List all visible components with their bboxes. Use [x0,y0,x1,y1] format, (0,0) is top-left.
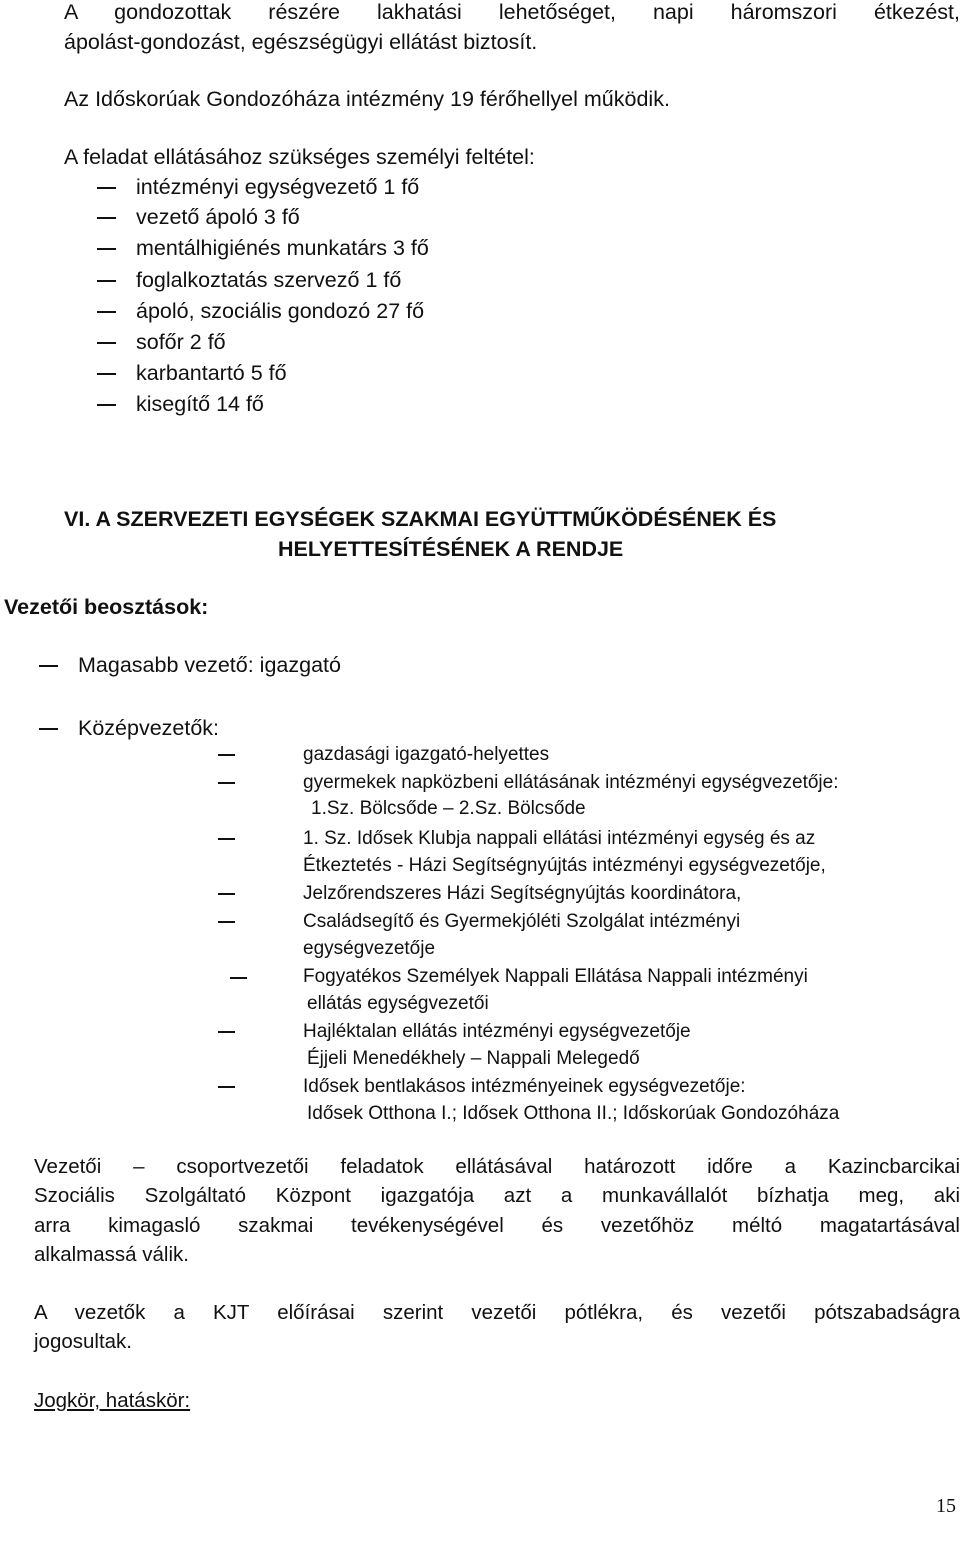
competence-heading: Jogkör, hatáskör: [34,1389,191,1412]
dash-bullet-icon [39,665,58,667]
dash-bullet-icon [218,921,235,923]
middle-leaders-heading: Középvezetők: [78,716,220,740]
dash-bullet-icon [97,404,116,406]
dash-bullet-icon [230,977,247,979]
dash-bullet-icon [97,373,116,375]
dash-bullet-icon [218,754,235,756]
leaders-heading: Vezetői beosztások: [4,595,209,619]
dash-bullet-icon [218,782,235,784]
section-title-line-2: HELYETTESÍTÉSÉNEK A RENDJE [278,537,624,561]
dash-bullet-icon [97,342,116,344]
dash-bullet-icon [39,728,58,730]
intro-line-1: A gondozottak részére lakhatási lehetőséget, napi háromszori étkezést, [64,0,960,24]
dash-bullet-icon [218,1086,235,1088]
dash-bullet-icon [218,1031,235,1033]
section-title-line-1: VI. A SZERVEZETI EGYSÉGEK SZAKMAI EGYÜTTMŰKÖDÉSÉNEK ÉS [64,507,777,531]
dash-bullet-icon [218,893,235,895]
dash-bullet-icon [97,311,116,313]
dash-bullet-icon [97,248,116,250]
dash-bullet-icon [97,280,116,282]
dash-bullet-icon [218,838,235,840]
staffing-heading: A feladat ellátásához szükséges személyi feltétel: [64,145,535,169]
dash-bullet-icon [97,187,116,189]
dash-bullet-icon [97,217,116,219]
capacity-text: Az Időskorúak Gondozóháza intézmény 19 férőhellyel működik. [64,87,670,111]
page-number: 15 [936,1495,956,1517]
top-leader-text: Magasabb vezető: igazgató [78,653,341,677]
intro-line-2: ápolást-gondozást, egészségügyi ellátást biztosít. [64,30,538,54]
